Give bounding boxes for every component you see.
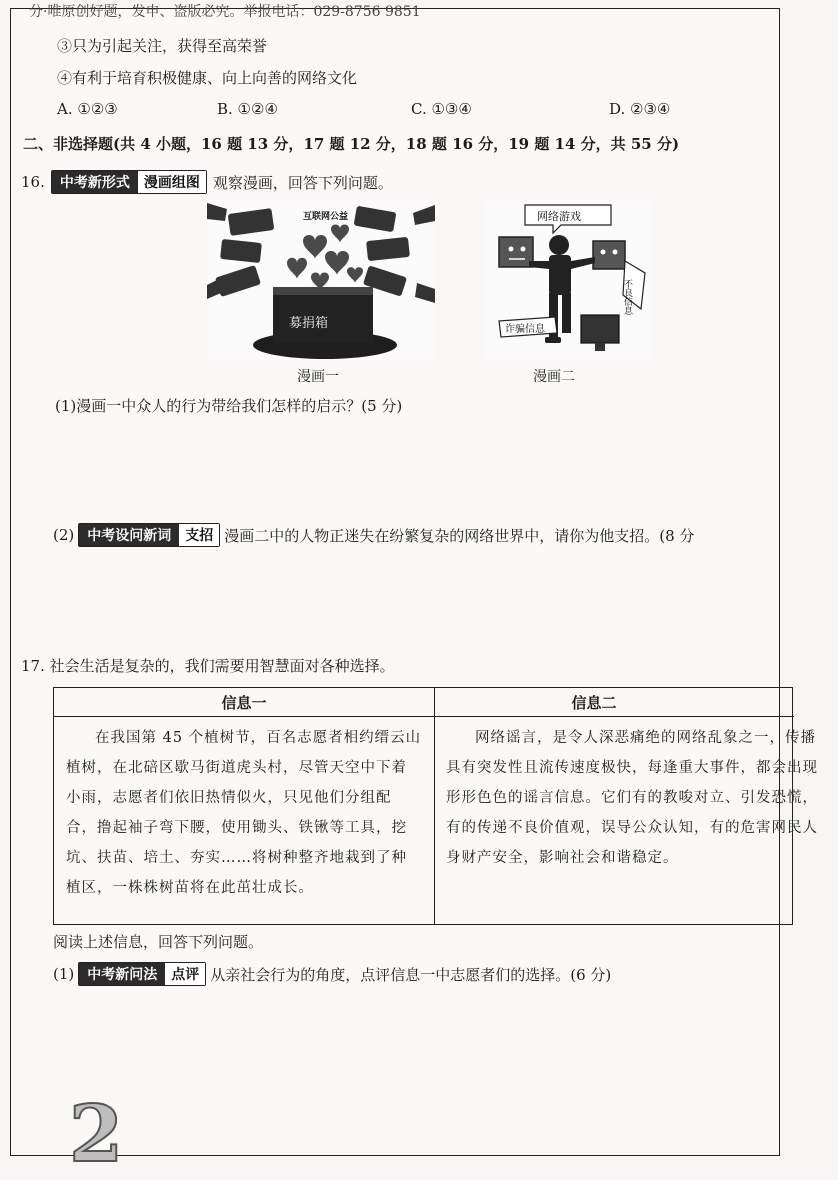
q15-option-3: ③只为引起关注，获得至高荣誉 (57, 37, 268, 55)
info-1-title: 信息一 (54, 688, 434, 717)
comic-1-banner: 互联网公益 (303, 212, 349, 222)
q17-read: 阅读上述信息，回答下列问题。 (53, 933, 264, 951)
q17-stem: 17. 社会生活是复杂的，我们需要用智慧面对各种选择。 (21, 657, 395, 675)
q16-tag (51, 170, 207, 194)
q16-stem: 观察漫画，回答下列问题。 (212, 173, 393, 192)
q15-choice-a: A. ①②③ (57, 100, 118, 118)
donation-box-label: 募捐箱 (289, 316, 329, 331)
monitor-right (593, 241, 625, 269)
q15-option-4: ④有利于培育积极健康、向上向善的网络文化 (57, 69, 358, 87)
comic-2-caption: 漫画二 (533, 369, 575, 385)
info-2-text: 网络谣言，是令人深恶痛绝的网络乱象之一，传播具有突发性且流传速度极快，每逢重大事件，都会出现形形色色的谣言信息。它们有的教唆对立、引发恐慌，有的传递不良价值观，误导公众认知，有的危害网民人身财产安全，影响社会和谐稳定。 (446, 730, 818, 866)
q16-number: 16. (21, 173, 45, 191)
q15-choice-b: B. ①②④ (217, 100, 278, 118)
q15-choice-d: D. ②③④ (609, 100, 671, 118)
q17-sub1-tag (78, 962, 206, 986)
q17-sub1-tag-dark: 中考新问法 (79, 963, 165, 985)
page-number: 2 (69, 1089, 124, 1180)
q16-sub2-tag-light: 支招 (179, 524, 219, 546)
comic-2-image (485, 199, 651, 361)
q17-sub1-prefix: (1) (53, 965, 75, 983)
q16-stem-line (21, 170, 393, 194)
label-bad: 不良信息 (622, 279, 632, 315)
info-1-text: 在我国第 45 个植树节，百名志愿者相约缙云山植树，在北碚区歇马街道虎头村，尽管天空中下着小雨，志愿者们依旧热情似火，只见他们分组配合，撸起袖子弯下腰，使用锄头、铁锹等工具，挖坑、扶苗、培土、夯实……将树种整齐地栽到了种植区，一株株树苗将在此茁壮成长。 (66, 730, 422, 896)
computer (581, 315, 619, 343)
page-frame (10, 4, 818, 1180)
q16-sub1: (1)漫画一中众人的行为带给我们怎样的启示？(5 分) (55, 397, 403, 415)
comic-1-image (207, 199, 435, 361)
q16-sub2-tag-dark: 中考设问新词 (79, 524, 179, 546)
section-2-heading: 二、非选择题(共 4 小题，16 题 13 分，17 题 12 分，18 题 16 分，19 题 14 分，共 55 分) (23, 135, 680, 153)
q16-sub2-prefix: (2) (53, 526, 75, 544)
q16-sub2-tag (78, 523, 220, 547)
q17-sub1-tag-light: 点评 (165, 963, 205, 985)
q16-sub2-text: 漫画二中的人物正迷失在纷繁复杂的网络世界中，请你为他支招。(8 分 (224, 526, 695, 545)
info-1-column (54, 688, 435, 924)
monitor-left (499, 237, 533, 267)
q17-sub1-line (53, 962, 611, 986)
label-fraud: 诈骗信息 (505, 324, 545, 335)
q15-choice-c: C. ①③④ (411, 100, 472, 118)
header-cut-text: 分·唯原创好题，发申、盗版必究。举报电话：029-8756 9851 (29, 4, 421, 20)
info-2-column (434, 688, 818, 924)
info-table (53, 687, 818, 925)
label-game: 网络游戏 (537, 210, 581, 223)
q16-sub2-line (53, 523, 694, 547)
q16-tag-dark: 中考新形式 (52, 171, 138, 193)
q16-tag-light: 漫画组图 (138, 171, 206, 193)
q17-sub1-text: 从亲社会行为的角度，点评信息一中志愿者们的选择。(6 分) (210, 965, 612, 984)
comic-1-caption: 漫画一 (297, 369, 339, 385)
info-2-title: 信息二 (434, 688, 794, 717)
